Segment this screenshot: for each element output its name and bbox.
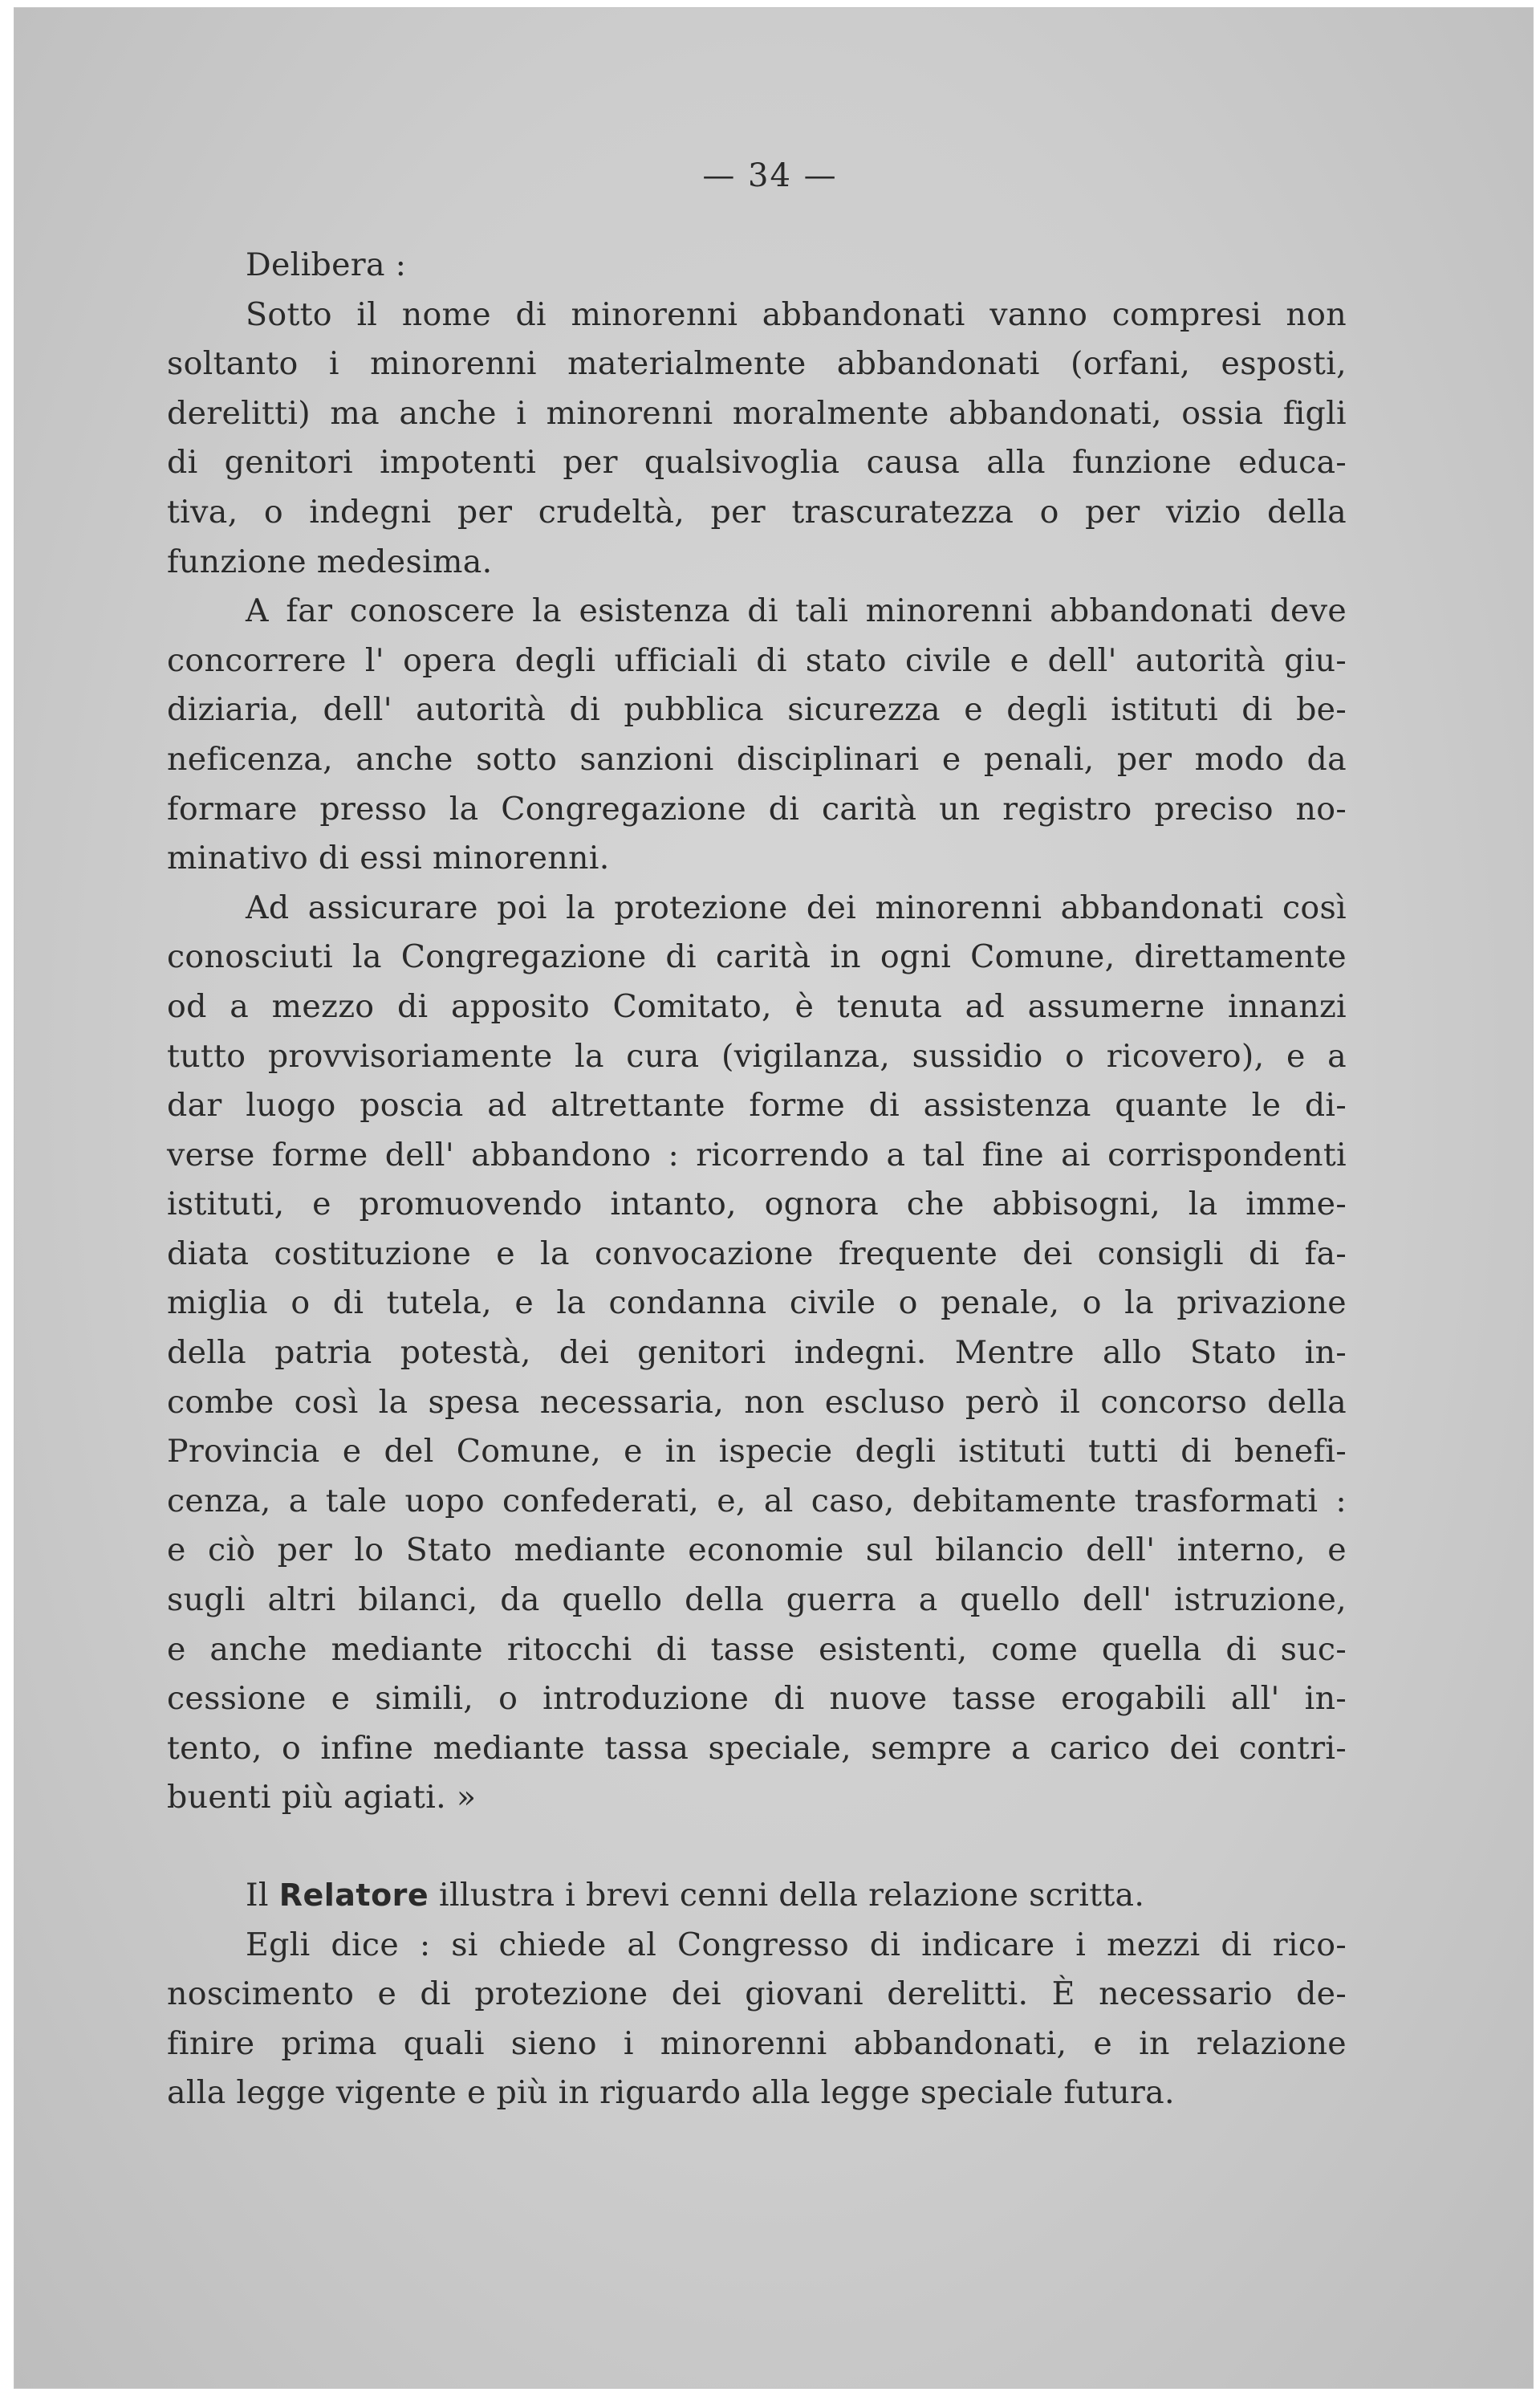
text-line: formare presso la Congregazione di carità un registro preciso no- bbox=[167, 790, 1347, 828]
paragraph-relatore bbox=[167, 1871, 1347, 1921]
text-line: Provincia e del Comune, e in ispecie degli istituti tutti di benefi- bbox=[167, 1433, 1347, 1471]
text-line: Delibera : bbox=[246, 246, 407, 283]
text-line: e ciò per lo Stato mediante economie sul bilancio dell' interno, e bbox=[167, 1532, 1347, 1569]
relatore-speaker: Relatore bbox=[278, 1877, 429, 1913]
text-line: Ad assicurare poi la protezione dei minorenni abbandonati così bbox=[246, 889, 1347, 926]
relatore-prefix: Il bbox=[246, 1877, 279, 1914]
text-line: finire prima quali sieno i minorenni abbandonati, e in relazione bbox=[167, 2024, 1347, 2062]
text-line: dar luogo poscia ad altrettante forme di assistenza quante le di- bbox=[167, 1087, 1347, 1125]
paragraph bbox=[167, 1921, 1347, 2118]
text-line: diziaria, dell' autorità di pubblica sicurezza e degli istituti di be- bbox=[167, 691, 1347, 729]
text-line: noscimento e di protezione dei giovani derelitti. È necessario de- bbox=[167, 1975, 1347, 2013]
text-line: istituti, e promuovendo intanto, ognora che abbisogni, la imme- bbox=[167, 1186, 1347, 1223]
body-text bbox=[167, 241, 1347, 2118]
text-line: diata costituzione e la convocazione frequente dei consigli di fa- bbox=[167, 1235, 1347, 1272]
text-line: miglia o di tutela, e la condanna civile o penale, o la privazione bbox=[167, 1284, 1347, 1322]
text-line: cenza, a tale uopo confederati, e, al caso, debitamente trasformati : bbox=[167, 1482, 1347, 1519]
text-line: della patria potestà, dei genitori indegni. Mentre allo Stato in- bbox=[167, 1334, 1347, 1372]
text-line: verse forme dell' abbandono : ricorrendo a tal fine ai corrispondenti bbox=[167, 1136, 1347, 1174]
text-line: neficenza, anche sotto sanzioni disciplinari e penali, per modo da bbox=[167, 740, 1347, 778]
text-line: conosciuti la Congregazione di carità in ogni Comune, direttamente bbox=[167, 938, 1347, 976]
text-line: concorrere l' opera degli ufficiali di stato civile e dell' autorità giu- bbox=[167, 641, 1347, 679]
text-line: od a mezzo di apposito Comitato, è tenuta ad assumerne innanzi bbox=[167, 987, 1347, 1025]
text-line: derelitti) ma anche i minorenni moralmente abbandonati, ossia figli bbox=[167, 394, 1347, 432]
text-line: soltanto i minorenni materialmente abbandonati (orfani, esposti, bbox=[167, 345, 1347, 383]
text-line: A far conoscere la esistenza di tali minorenni abbandonati deve bbox=[246, 592, 1347, 630]
paragraph bbox=[167, 291, 1347, 588]
text-line: buenti più agiati. » bbox=[167, 1779, 477, 1816]
text-line: Sotto il nome di minorenni abbandonati vanno compresi non bbox=[246, 295, 1347, 333]
paragraph bbox=[167, 587, 1347, 884]
text-line: funzione medesima. bbox=[167, 543, 493, 580]
text-line: cessione e simili, o introduzione di nuove tasse erogabili all' in- bbox=[167, 1680, 1347, 1718]
text-line: tiva, o indegni per crudeltà, per trascuratezza o per vizio della bbox=[167, 493, 1347, 531]
text-line: Egli dice : si chiede al Congresso di indicare i mezzi di rico- bbox=[246, 1926, 1347, 1963]
text-line: minativo di essi minorenni. bbox=[167, 840, 610, 877]
text-line: tento, o infine mediante tassa speciale, sempre a carico dei contri- bbox=[167, 1729, 1347, 1767]
text-line: di genitori impotenti per qualsivoglia causa alla funzione educa- bbox=[167, 444, 1347, 482]
relatore-suffix: illustra i brevi cenni della relazione scritta. bbox=[429, 1877, 1145, 1914]
page-number: — 34 — bbox=[702, 157, 838, 194]
text-line bbox=[167, 1871, 1347, 1921]
paragraph-delibera bbox=[167, 241, 1347, 291]
text-line: tutto provvisoriamente la cura (vigilanza, sussidio o ricovero), e a bbox=[167, 1037, 1347, 1075]
paragraph-gap bbox=[167, 1823, 1347, 1871]
text-line: sugli altri bilanci, da quello della guerra a quello dell' istruzione, bbox=[167, 1581, 1347, 1619]
text-line: combe così la spesa necessaria, non escluso però il concorso della bbox=[167, 1383, 1347, 1421]
text-line: alla legge vigente e più in riguardo alla legge speciale futura. bbox=[167, 2074, 1175, 2112]
paragraph bbox=[167, 884, 1347, 1823]
text-line: e anche mediante ritocchi di tasse esistenti, come quella di suc- bbox=[167, 1630, 1347, 1668]
